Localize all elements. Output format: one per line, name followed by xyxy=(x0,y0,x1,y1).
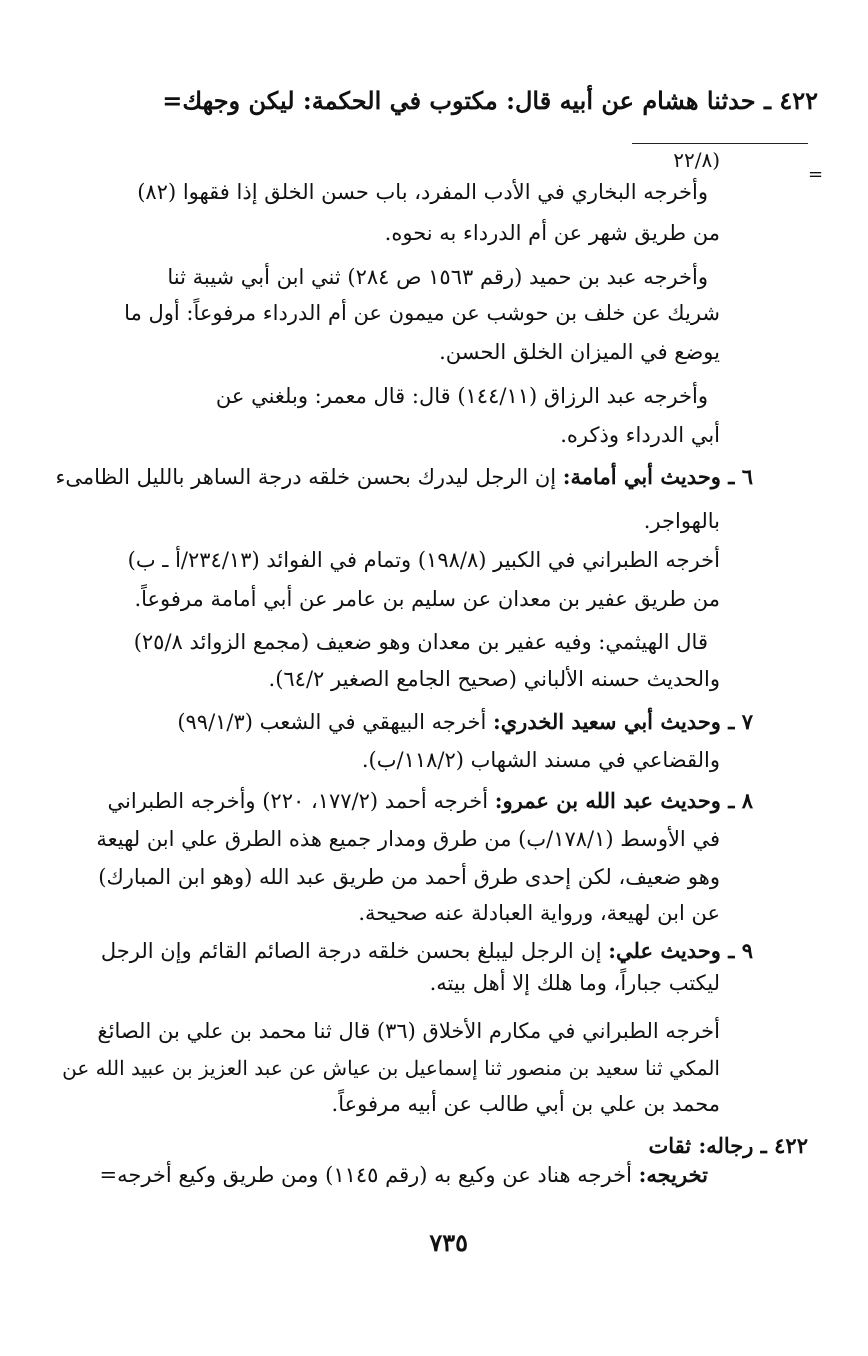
hadith-9-label: ٩ ـ وحديث علي: xyxy=(608,938,753,963)
narrators-line xyxy=(648,1131,808,1161)
hadith-6-cont: بالهواجر. xyxy=(643,509,720,533)
hadith-9-line-1: أخرجه الطبراني في مكارم الأخلاق (٣٦) قال ثنا محمد بن علي بن الصائغ xyxy=(97,1019,720,1043)
footnote-divider xyxy=(632,143,808,144)
hadith-7-text: أخرجه البيهقي في الشعب (٩٩/١/٣) xyxy=(177,710,493,734)
takhrij-line xyxy=(99,1160,708,1190)
hadith-6-text: إن الرجل ليدرك بحسن خلقه درجة الساهر بالليل الظامىء xyxy=(55,465,563,489)
hadith-7-label: ٧ ـ وحديث أبي سعيد الخدري: xyxy=(492,709,753,734)
hadith-9-heading xyxy=(101,936,753,966)
hadith-6-line-1: أخرجه الطبراني في الكبير (١٩٨/٨) وتمام في الفوائد (٢٣٤/١٣/أ ـ ب) xyxy=(127,548,720,572)
hadith-8-line-2: وهو ضعيف، لكن إحدى طرق أحمد من طريق عبد الله (وهو ابن المبارك) xyxy=(98,865,720,889)
hadith-7-cont: والقضاعي في مسند الشهاب (١١٨/٢/ب). xyxy=(361,748,720,772)
hadith-6-label: ٦ ـ وحديث أبي أمامة: xyxy=(562,464,753,489)
hadith-8-line-3: عن ابن لهيعة، ورواية العبادلة عنه صحيحة. xyxy=(358,901,720,925)
hadith-8-heading xyxy=(108,786,753,816)
hadith-8-text: أخرجه أحمد (١٧٧/٢، ٢٢٠) وأخرجه الطبراني xyxy=(107,789,495,813)
footnote-line-1: وأخرجه البخاري في الأدب المفرد، باب حسن الخلق إذا فقهوا (٨٢) xyxy=(137,180,708,204)
narrators-text: ثقات xyxy=(648,1133,699,1158)
hadith-6-line-4: والحديث حسنه الألباني (صحيح الجامع الصغير ٦٤/٢). xyxy=(268,667,720,691)
main-hadith-text: ٤٢٢ ـ حدثنا هشام عن أبيه قال: مكتوب في الحكمة: ليكن وجهك= xyxy=(162,86,818,115)
page-number: ٧٣٥ xyxy=(429,1228,468,1257)
hadith-9-cont: ليكتب جباراً، وما هلك إلا أهل بيته. xyxy=(429,971,720,995)
footnote-line-6: وأخرجه عبد الرزاق (١٤٤/١١) قال: قال معمر: وبلغني عن xyxy=(215,384,708,408)
main-continuation-mark: = xyxy=(808,164,824,185)
takhrij-text: أخرجه هناد عن وكيع به (رقم ١١٤٥) ومن طريق وكيع أخرجه= xyxy=(99,1163,639,1187)
footnote-ref: (٢٢/٨ xyxy=(673,148,720,172)
hadith-7-heading xyxy=(177,707,753,737)
hadith-6-line-2: من طريق عفير بن معدان عن سليم بن عامر عن أبي أمامة مرفوعاً. xyxy=(134,587,720,611)
footnote-line-5: يوضع في الميزان الخلق الحسن. xyxy=(439,340,720,364)
hadith-9-text: إن الرجل ليبلغ بحسن خلقه درجة الصائم القائم وإن الرجل xyxy=(100,939,609,963)
footnote-line-3: وأخرجه عبد بن حميد (رقم ١٥٦٣ ص ٢٨٤) ثني ابن أبي شيبة ثنا xyxy=(167,265,708,289)
hadith-6-heading xyxy=(56,462,753,492)
narrators-label: ٤٢٢ ـ رجاله: xyxy=(698,1133,808,1158)
hadith-8-label: ٨ ـ وحديث عبد الله بن عمرو: xyxy=(494,788,753,813)
hadith-8-line-1: في الأوسط (١٧٨/١/ب) من طرق ومدار جميع هذه الطرق علي ابن لهيعة xyxy=(96,827,720,851)
footnote-line-2: من طريق شهر عن أم الدرداء به نحوه. xyxy=(384,221,720,245)
takhrij-label: تخريجه: xyxy=(638,1162,708,1187)
hadith-6-line-3: قال الهيثمي: وفيه عفير بن معدان وهو ضعيف (مجمع الزوائد ٢٥/٨) xyxy=(133,630,708,654)
footnote-line-7: أبي الدرداء وذكره. xyxy=(560,423,720,447)
footnote-line-4: شريك عن خلف بن حوشب عن ميمون عن أم الدرداء مرفوعاً: أول ما xyxy=(124,301,720,325)
hadith-9-line-3: محمد بن علي بن أبي طالب عن أبيه مرفوعاً. xyxy=(331,1092,720,1116)
hadith-9-line-2: المكي ثنا سعيد بن منصور ثنا إسماعيل بن عياش عن عبد العزيز بن عبيد الله عن xyxy=(62,1056,720,1080)
